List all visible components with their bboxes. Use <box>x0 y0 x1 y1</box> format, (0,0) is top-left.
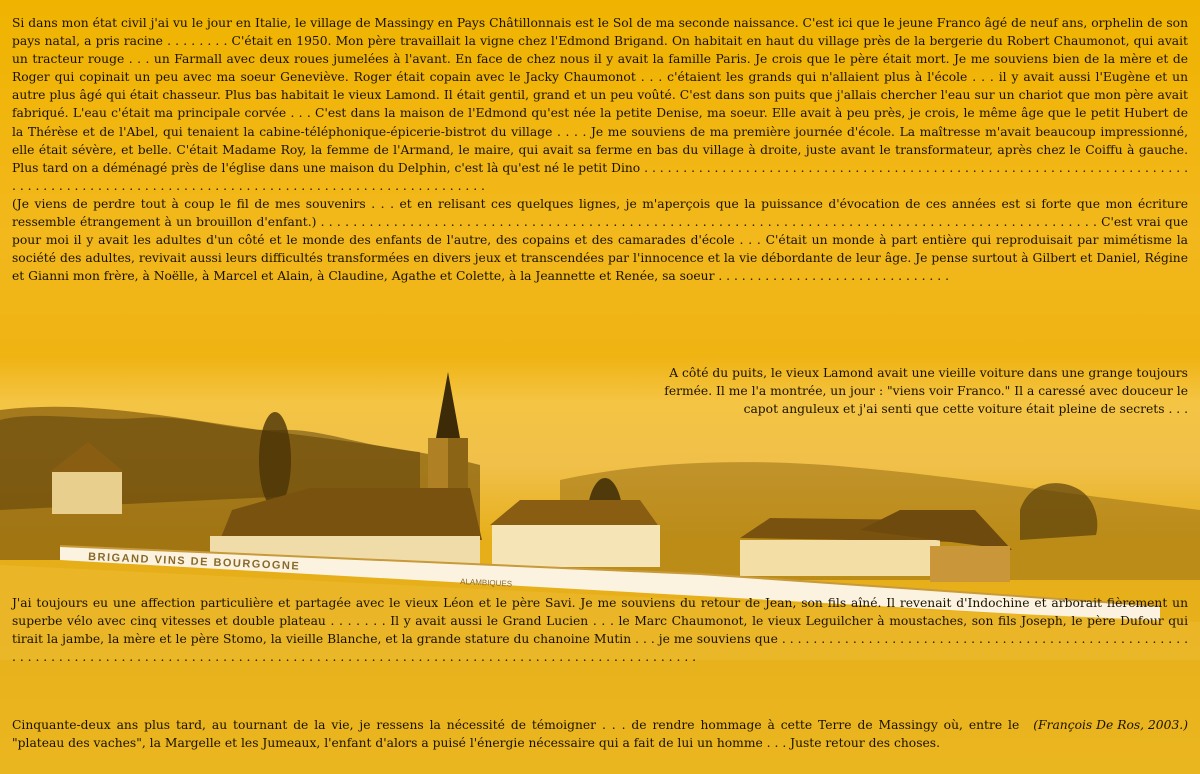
house-right <box>740 540 940 576</box>
church-spire <box>436 372 460 438</box>
house-roof-center <box>490 500 660 528</box>
paragraph-affection-memories: J'ai toujours eu une affection particulière et partagée avec le vieux Léon et le père Savi. Je me souviens du retour de Jean, son fils aîné. Il revenait d'Indochine et arborait fièrement un superbe vélo avec cinq vitesses et double plateau . . . . . . . Il y avait aussi le Grand Lucien . . . le Marc Chaumonot, le vieux Leguilcher à moustaches, son fils Joseph, le père Dufour qui tirait la jambe, la mère et le père Stomo, la vieille Blanche, et la grande stature du chanoine Mutin . . . je me souviens que . . . . . . . . . . . . . . . . . . . . . . . . . . . . . . . . . . . . . . . . . . . . . . . . . . . . . . . . . . . . . . . . . . . . . . . . . . . . . . . . . . . . . . . . . . . . . . . . . . . . . . . . . . . . . . . . . . . . . . . . . . . . . . . . . . . . . . . . . . . . <box>12 596 1188 665</box>
house-far-right <box>930 546 1010 582</box>
text-right-aside <box>628 364 1188 418</box>
signature: (François De Ros, 2003.) <box>1033 718 1188 732</box>
paragraph-children-world: (Je viens de perdre tout à coup le fil de mes souvenirs . . . et en relisant ces quelques lignes, je m'aperçois que la puissance d'évocation de ces années est si forte que mon écriture ressemble étrangement à un brouillon d'enfant.) . . . . . . . . . . . . . . . . . . . . . . . . . . . . . . . . . . . . . . . . . . . . . . . . . . . . . . . . . . . . . . . . . . . . . . . . . . . . . . . . . . . . . . . . . . . . . . . . C'est vrai que pour moi il y avait les adultes d'un côté et le monde des enfants de l'autre, des copains et des camarades d'école . . . C'était un monde à part entière qui reproduisait par mimétisme la société des adultes, revivait aussi leurs difficultés transformées en divers jeux et transcendées par l'innocence et la vie débordante de leur âge. Je pense surtout à Gilbert et Daniel, Régine et Gianni mon frère, à Noëlle, à Marcel et Alain, à Claudine, Agathe et Colette, à la Jeannette et Renée, sa soeur . . . . . . . . . . . . . . . . . . . . . . . . . . . . . . <box>12 196 1188 284</box>
house-center <box>492 525 660 567</box>
homage-text: Cinquante-deux ans plus tard, au tournant de la vie, je ressens la nécessité de témoigner . . . de rendre hommage à cette Terre de Massingy où, entre le "plateau des vaches", la Margelle et les Jumeaux, l'enfant d'alors a puisé l'énergie nécessaire qui a fait de lui un homme . . . Juste retour des choses. <box>12 718 1020 751</box>
text-lower <box>12 594 1188 666</box>
paragraph-homage <box>12 716 1188 752</box>
wall-sign-text: BRIGAND VINS DE BOURGOGNE <box>87 551 301 573</box>
text-upper <box>12 14 1188 285</box>
wall-sign-small-text: ALAMBIQUES <box>459 577 513 589</box>
house-left <box>52 472 122 514</box>
paragraph-lamond-car: A côté du puits, le vieux Lamond avait une vieille voiture dans une grange toujours fermée. Il me l'a montrée, un jour : "viens voir Franco." Il a caressé avec douceur le capot anguleux et j'ai senti que cette voiture était pleine de secrets . . . <box>664 366 1188 417</box>
text-closing <box>12 716 1188 752</box>
paragraph-childhood-memories: Si dans mon état civil j'ai vu le jour en Italie, le village de Massingy en Pays Châtillonnais est le Sol de ma seconde naissance. C'est ici que le jeune Franco âgé de neuf ans, orphelin de son pays natal, a pris racine . . . . . . . . C'était en 1950. Mon père travaillait la vigne chez l'Edmond Brigand. On habitait en haut du village près de la bergerie du Robert Chaumonot, qui avait un tracteur rouge . . . un Farmall avec deux roues jumelées à l'avant. En face de chez nous il y avait la famille Paris. Je crois que le père était mort. Je me souviens bien de la mère et de Roger qui copinait un peu avec ma soeur Geneviève. Roger était copain avec le Jacky Chaumonot . . . c'étaient les grands qui n'allaient plus à l'école . . . il y avait aussi l'Eugène et un autre plus âgé qui était chasseur. Plus bas habitait le vieux Lamond. Il était gentil, grand et un peu voûté. C'est dans son puits que j'allais chercher l'eau sur un chariot que mon père avait fabriqué. L'eau c'était ma principale corvée . . . C'est dans la maison de l'Edmond qu'est née la petite Denise, ma soeur. Elle avait à peu près, je crois, le même âge que le petit Hubert de la Thérèse et de l'Abel, qui tenaient la cabine-téléphonique-épicerie-bistrot du village . . . . Je me souviens de ma première journée d'école. La maîtresse m'avait beaucoup impressionné, elle était sévère, et belle. C'était Madame Roy, la femme de l'Armand, le maire, qui avait sa ferme en bas du village à droite, juste avant le transformateur, après chez le Coiffu à gauche. Plus tard on a déménagé près de l'église dans une maison du Delphin, c'est là qu'est né le petit Dino . . . . . . . . . . . . . . . . . . . . . . . . . . . . . . . . . . . . . . . . . . . . . . . . . . . . . . . . . . . . . . . . . . . . . . . . . . . . . . . . . . . . . . . . . . . . . . . . . . . . . . . . . . . . . . . . . . . . . . . . . . . . . . . . . . . <box>12 16 1188 193</box>
tree-tall <box>259 412 291 508</box>
